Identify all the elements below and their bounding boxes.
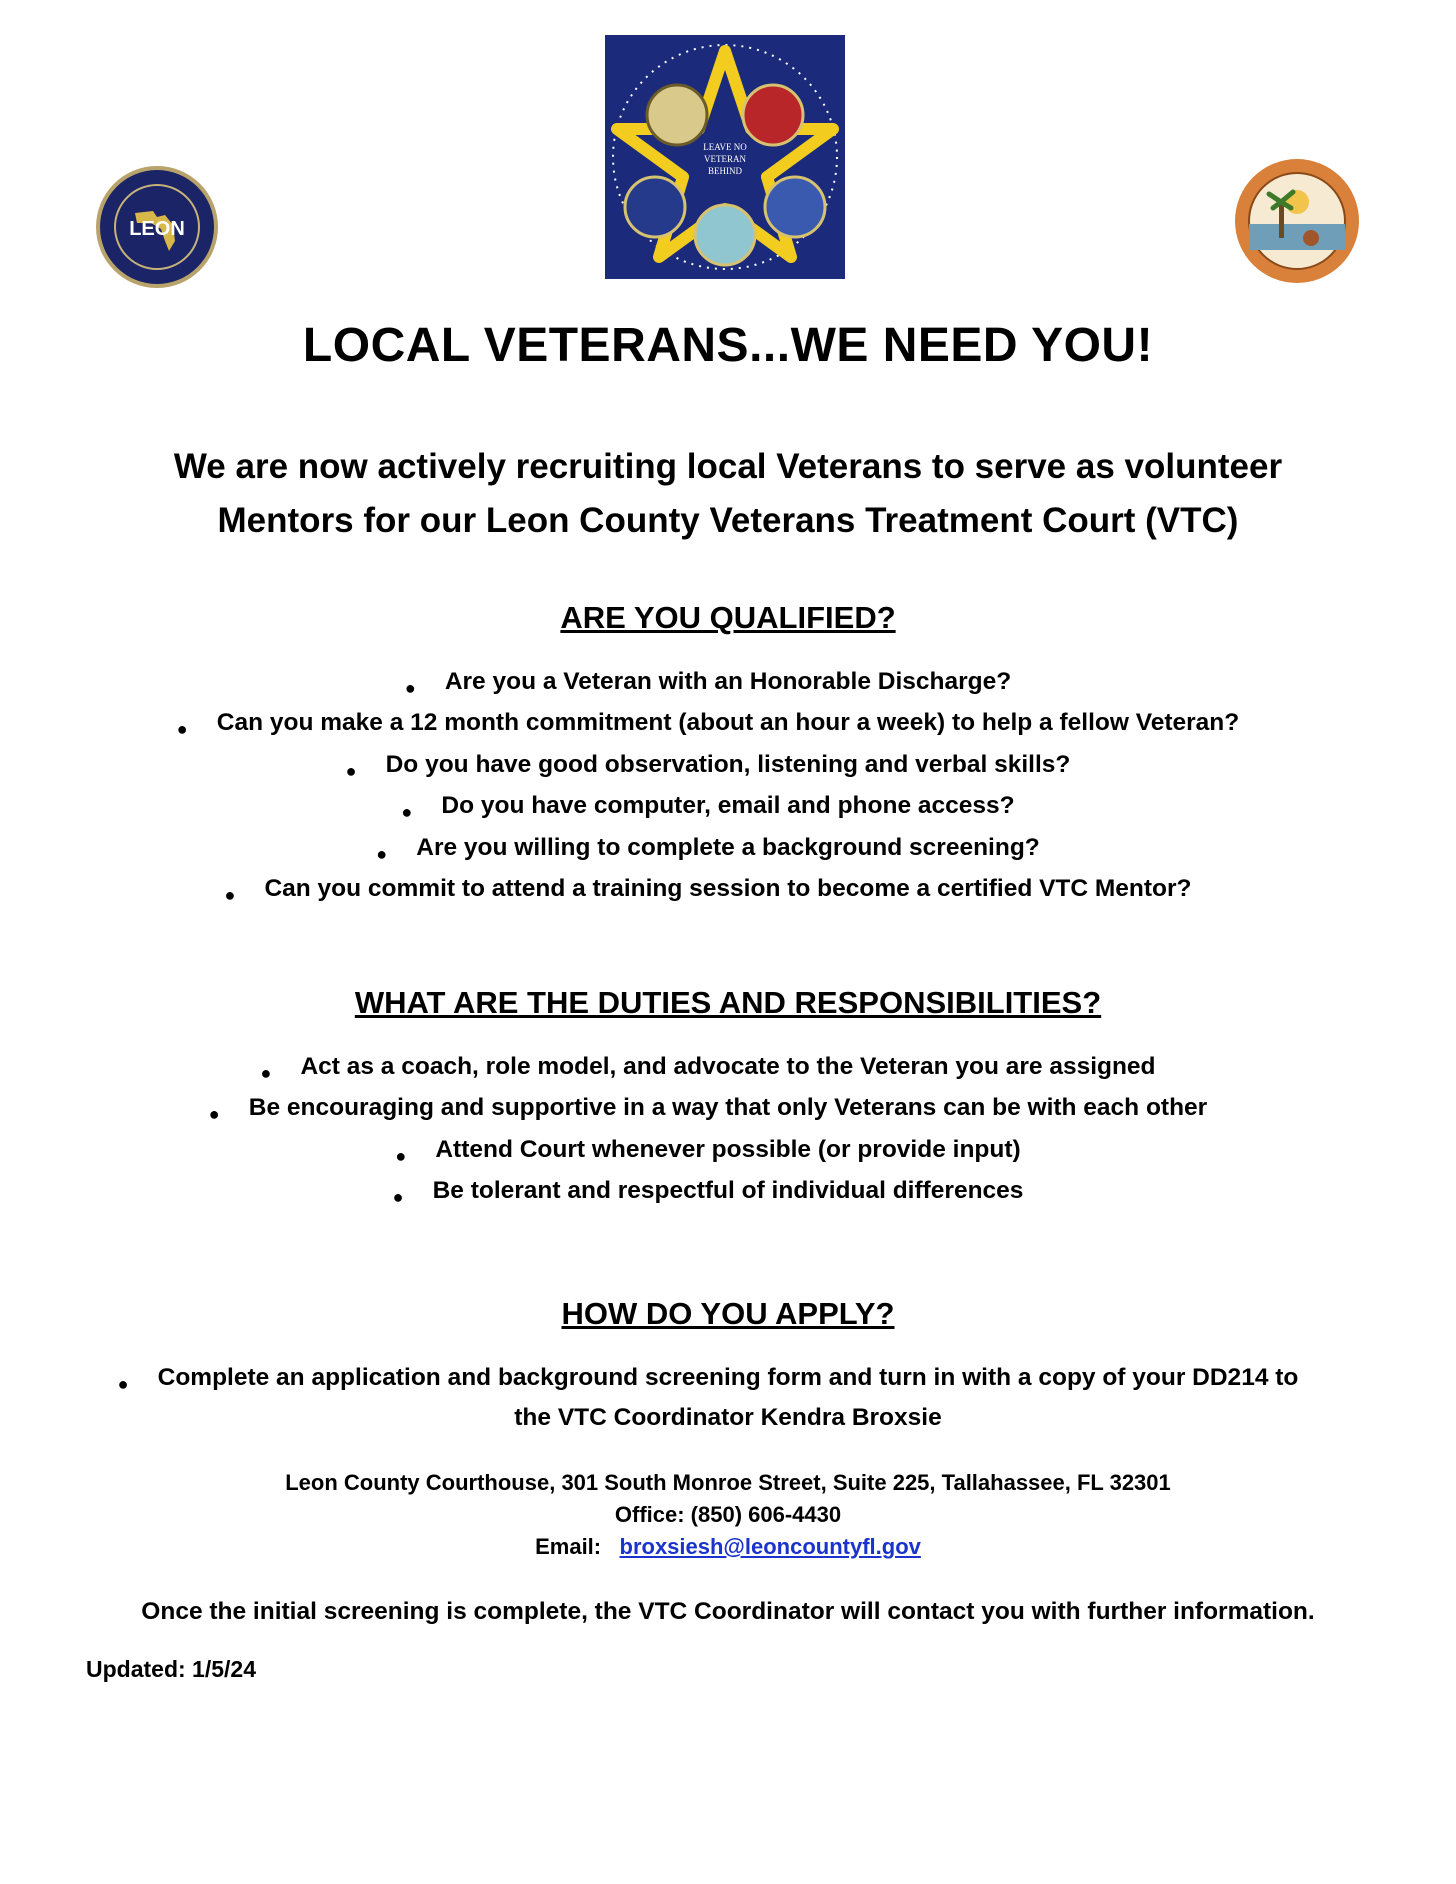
list-item: ● Attend Court whenever possible (or provide input) [395, 1136, 1021, 1166]
list-item: ● Act as a coach, role model, and advocate to the Veteran you are assigned [260, 1053, 1156, 1083]
page-title: LOCAL VETERANS...WE NEED YOU! [302, 319, 1154, 372]
apply-item-line-1: Complete an application and background screening form and turn in with a copy of your DD214 to [157, 1364, 1299, 1391]
qualified-heading: ARE YOU QUALIFIED? [560, 600, 896, 635]
apply-item-line-2: the VTC Coordinator Kendra Broxsie [514, 1404, 942, 1431]
list-item: ● Are you a Veteran with an Honorable Discharge? [404, 668, 1012, 698]
leon-seal-text: LEON [129, 218, 185, 240]
intro-text [0, 440, 1456, 548]
closing-text: Once the initial screening is complete, the VTC Coordinator will contact you with further information. [141, 1598, 1315, 1625]
svg-text:BEHIND: BEHIND [708, 166, 742, 176]
apply-heading: HOW DO YOU APPLY? [561, 1296, 895, 1331]
intro-line-1: We are now actively recruiting local Veterans to serve as volunteer [173, 447, 1283, 486]
leon-county-seal [95, 165, 219, 289]
leave-no-veteran-behind-emblem [605, 35, 845, 279]
list-item: ● Be tolerant and respectful of individual differences [392, 1177, 1024, 1207]
apply-item: ● Complete an application and background screening form and turn in with a copy of your DD214 to [117, 1364, 1299, 1394]
courthouse-address: Leon County Courthouse, 301 South Monroe Street, Suite 225, Tallahassee, FL 32301 [285, 1470, 1171, 1495]
list-item: ● Do you have computer, email and phone access? [401, 792, 1015, 822]
duties-heading: WHAT ARE THE DUTIES AND RESPONSIBILITIES? [354, 985, 1102, 1020]
list-item: ● Do you have good observation, listening and verbal skills? [345, 751, 1071, 781]
email-label: Email: [535, 1534, 602, 1559]
email-line [0, 1534, 1456, 1560]
list-item: ● Are you willing to complete a background screening? [376, 834, 1040, 864]
svg-text:VETERAN: VETERAN [704, 154, 746, 164]
list-item: ● Can you make a 12 month commitment (about an hour a week) to help a fellow Veteran? [176, 709, 1240, 739]
svg-text:LEAVE NO: LEAVE NO [703, 142, 747, 152]
intro-line-2: Mentors for our Leon County Veterans Treatment Court (VTC) [217, 501, 1239, 540]
updated-date: Updated: 1/5/24 [86, 1656, 256, 1682]
list-item: ● Be encouraging and supportive in a way that only Veterans can be with each other [208, 1094, 1208, 1124]
florida-state-seal [1233, 158, 1361, 284]
list-item: ● Can you commit to attend a training session to become a certified VTC Mentor? [224, 875, 1192, 905]
office-phone: Office: (850) 606-4430 [614, 1502, 842, 1527]
email-link[interactable]: broxsiesh@leoncountyfl.gov [619, 1534, 921, 1559]
